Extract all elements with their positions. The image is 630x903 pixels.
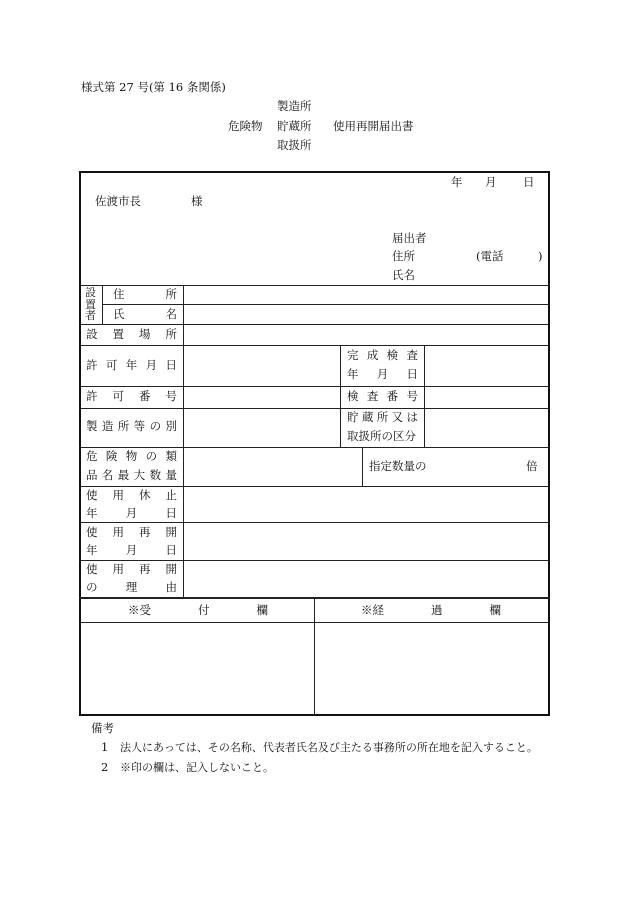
form-number: 様式第 27 号(第 16 条関係) [81, 80, 226, 94]
facility-class-label: 製 造 所 等 の 別 [86, 419, 177, 433]
date-day: 日 [523, 175, 535, 189]
note-1-text: 法人にあっては、その名称、代表者氏名及び主たる事務所の所在地を記入すること。 [120, 741, 538, 754]
resumption-label: 使 用 再 開 [86, 525, 177, 539]
phone-label: (電話 [476, 249, 504, 263]
title-suffix: 使用再開届出書 [333, 119, 414, 133]
suspension-label: 使 用 休 止 [86, 488, 177, 502]
location-label: 設 置 場 所 [86, 327, 177, 341]
permit-number-label: 許 可 番 号 [86, 389, 177, 403]
honorific: 様 [191, 194, 203, 208]
max-quantity-label: 品 名 最 大 数 量 [86, 468, 177, 482]
title-type-storage: 貯蔵所 [277, 119, 312, 133]
resumption-reason-label-2: の 理 由 [86, 580, 177, 594]
reception-column-label: ※受 付 欄 [128, 603, 268, 617]
date-year: 年 [451, 175, 463, 189]
hazard-class-label: 危 険 物 の 類 [86, 449, 177, 463]
times-label: 倍 [526, 459, 538, 473]
note-1-number: 1 [101, 740, 109, 754]
address-label: 住所 [392, 249, 415, 263]
title-type-handling: 取扱所 [277, 138, 312, 152]
resumption-date-label: 年 月 日 [86, 543, 177, 557]
note-2-number: 2 [101, 760, 109, 774]
suspension-date-label: 年 月 日 [86, 506, 177, 520]
installer-label: 設 置 者 [85, 286, 96, 322]
name-label: 氏名 [392, 268, 415, 282]
progress-column-label: ※経 過 欄 [361, 603, 501, 617]
date-month: 月 [485, 175, 497, 189]
notifier-label: 届出者 [392, 231, 427, 245]
storage-class-label: 貯 蔵 所 又 は [347, 410, 418, 424]
permit-date-label: 許 可 年 月 日 [86, 358, 177, 372]
installer-name-label: 氏 名 [113, 307, 177, 321]
completion-inspection-label: 完 成 検 査 [347, 348, 418, 362]
title-type-manufacturing: 製造所 [277, 99, 312, 113]
resumption-reason-label: 使 用 再 開 [86, 562, 177, 576]
note-2-text: ※印の欄は、記入しないこと。 [120, 761, 274, 774]
designated-quantity-label: 指定数量の [369, 459, 427, 473]
inspection-number-label: 検 査 番 号 [347, 389, 418, 403]
notes-heading: 備考 [91, 721, 114, 735]
handling-class-label: 取扱所の区分 [347, 429, 416, 443]
installer-address-label: 住 所 [113, 287, 177, 301]
title-prefix: 危険物 [228, 119, 263, 133]
completion-inspection-date: 年 月 日 [347, 367, 418, 381]
phone-close: ) [538, 249, 543, 263]
addressee: 佐渡市長 [95, 194, 141, 208]
